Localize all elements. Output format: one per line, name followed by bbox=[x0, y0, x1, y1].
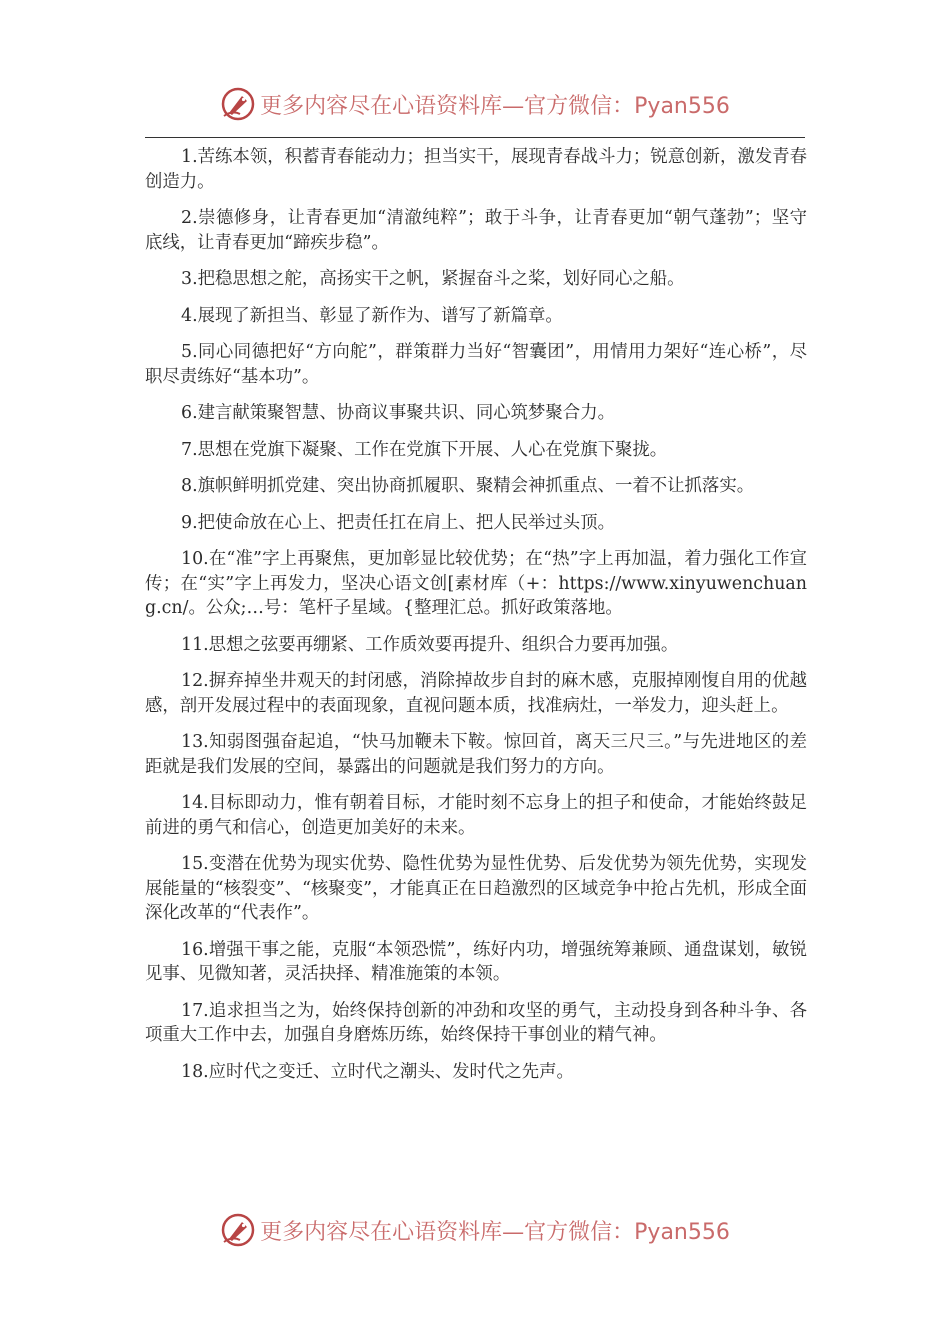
banner-wechat-id: Pyan556 bbox=[634, 1219, 730, 1245]
banner-site: 更多内容尽在心语资料库 bbox=[260, 1219, 503, 1245]
paragraph-15: 15.变潜在优势为现实优势、隐性优势为显性优势、后发优势为领先优势，实现发展能量的“核裂变”、“核聚变”，才能真正在日趋激烈的区域竞争中抢占先机，形成全面深化改革的“代表作”。 bbox=[145, 854, 807, 923]
paragraph-7: 7.思想在党旗下凝聚、工作在党旗下开展、人心在党旗下聚拢。 bbox=[181, 439, 668, 460]
banner-separator: — bbox=[502, 1219, 525, 1245]
header-banner bbox=[0, 82, 950, 126]
paragraph-4: 4.展现了新担当、彰显了新作为、谱写了新篇章。 bbox=[181, 305, 563, 326]
paragraph-18: 18.应时代之变迁、立时代之潮头、发时代之先声。 bbox=[181, 1061, 574, 1082]
banner-text bbox=[260, 89, 730, 120]
paragraph-14: 14.目标即动力，惟有朝着目标，才能时刻不忘身上的担子和使命，才能始终鼓足前进的勇气和信心，创造更加美好的未来。 bbox=[145, 793, 807, 838]
paragraph-10: 10.在“准”字上再聚焦，更加彰显比较优势；在“热”字上再加温，着力强化工作宣传；在“实”字上再发力，坚决心语文创[素材库（+：https://www.xinyuwenchuang.cn/。公众;…号：笔杆子星域。{整理汇总。抓好政策落地。 bbox=[145, 549, 807, 618]
paragraph-11: 11.思想之弦要再绷紧、工作质效要再提升、组织合力要再加强。 bbox=[181, 634, 679, 655]
header-divider bbox=[145, 137, 805, 138]
banner-site: 更多内容尽在心语资料库 bbox=[260, 93, 503, 119]
paragraph-9: 9.把使命放在心上、把责任扛在肩上、把人民举过头顶。 bbox=[181, 512, 615, 533]
document-body bbox=[145, 145, 807, 1096]
paragraph-13: 13.知弱图强奋起追，“快马加鞭未下鞍。惊回首，离天三尺三。”与先进地区的差距就是我们发展的空间，暴露出的问题就是我们努力的方向。 bbox=[145, 732, 807, 777]
paragraph-16: 16.增强干事之能，克服“本领恐慌”，练好内功，增强统筹兼顾、通盘谋划，敏锐见事、见微知著，灵活抉择、精准施策的本领。 bbox=[145, 939, 807, 984]
paragraph-3: 3.把稳思想之舵，高扬实干之帆，紧握奋斗之桨，划好同心之船。 bbox=[181, 269, 685, 289]
paragraph-5: 5.同心同德把好“方向舵”，群策群力当好“智囊团”，用情用力架好“连心桥”，尽职尽责练好“基本功”。 bbox=[145, 342, 807, 387]
pen-nib-logo-icon bbox=[220, 86, 256, 122]
banner-text bbox=[260, 1215, 730, 1246]
footer-banner bbox=[0, 1208, 950, 1252]
paragraph-1: 1.苦练本领，积蓄青春能动力；担当实干，展现青春战斗力；锐意创新，激发青春创造力。 bbox=[145, 147, 807, 192]
pen-nib-logo-icon bbox=[220, 1212, 256, 1248]
paragraph-12: 12.摒弃掉坐井观天的封闭感，消除掉故步自封的麻木感，克服掉刚愎自用的优越感，剖开发展过程中的表面现象，直视问题本质，找准病灶，一举发力，迎头赶上。 bbox=[145, 671, 807, 716]
paragraph-2: 2.崇德修身，让青春更加“清澈纯粹”；敢于斗争，让青春更加“朝气蓬勃”；坚守底线，让青春更加“蹄疾步稳”。 bbox=[145, 208, 807, 253]
banner-wechat-label: 官方微信： bbox=[524, 1219, 635, 1245]
paragraph-6: 6.建言献策聚智慧、协商议事聚共识、同心筑梦聚合力。 bbox=[181, 403, 615, 423]
banner-wechat-label: 官方微信： bbox=[524, 93, 635, 119]
banner-wechat-id: Pyan556 bbox=[634, 93, 730, 119]
paragraph-8: 8.旗帜鲜明抓党建、突出协商抓履职、聚精会神抓重点、一着不让抓落实。 bbox=[181, 476, 755, 496]
paragraph-17: 17.追求担当之为，始终保持创新的冲劲和攻坚的勇气，主动投身到各种斗争、各项重大工作中去，加强自身磨炼历练，始终保持干事创业的精气神。 bbox=[145, 1000, 807, 1045]
banner-separator: — bbox=[502, 93, 525, 119]
